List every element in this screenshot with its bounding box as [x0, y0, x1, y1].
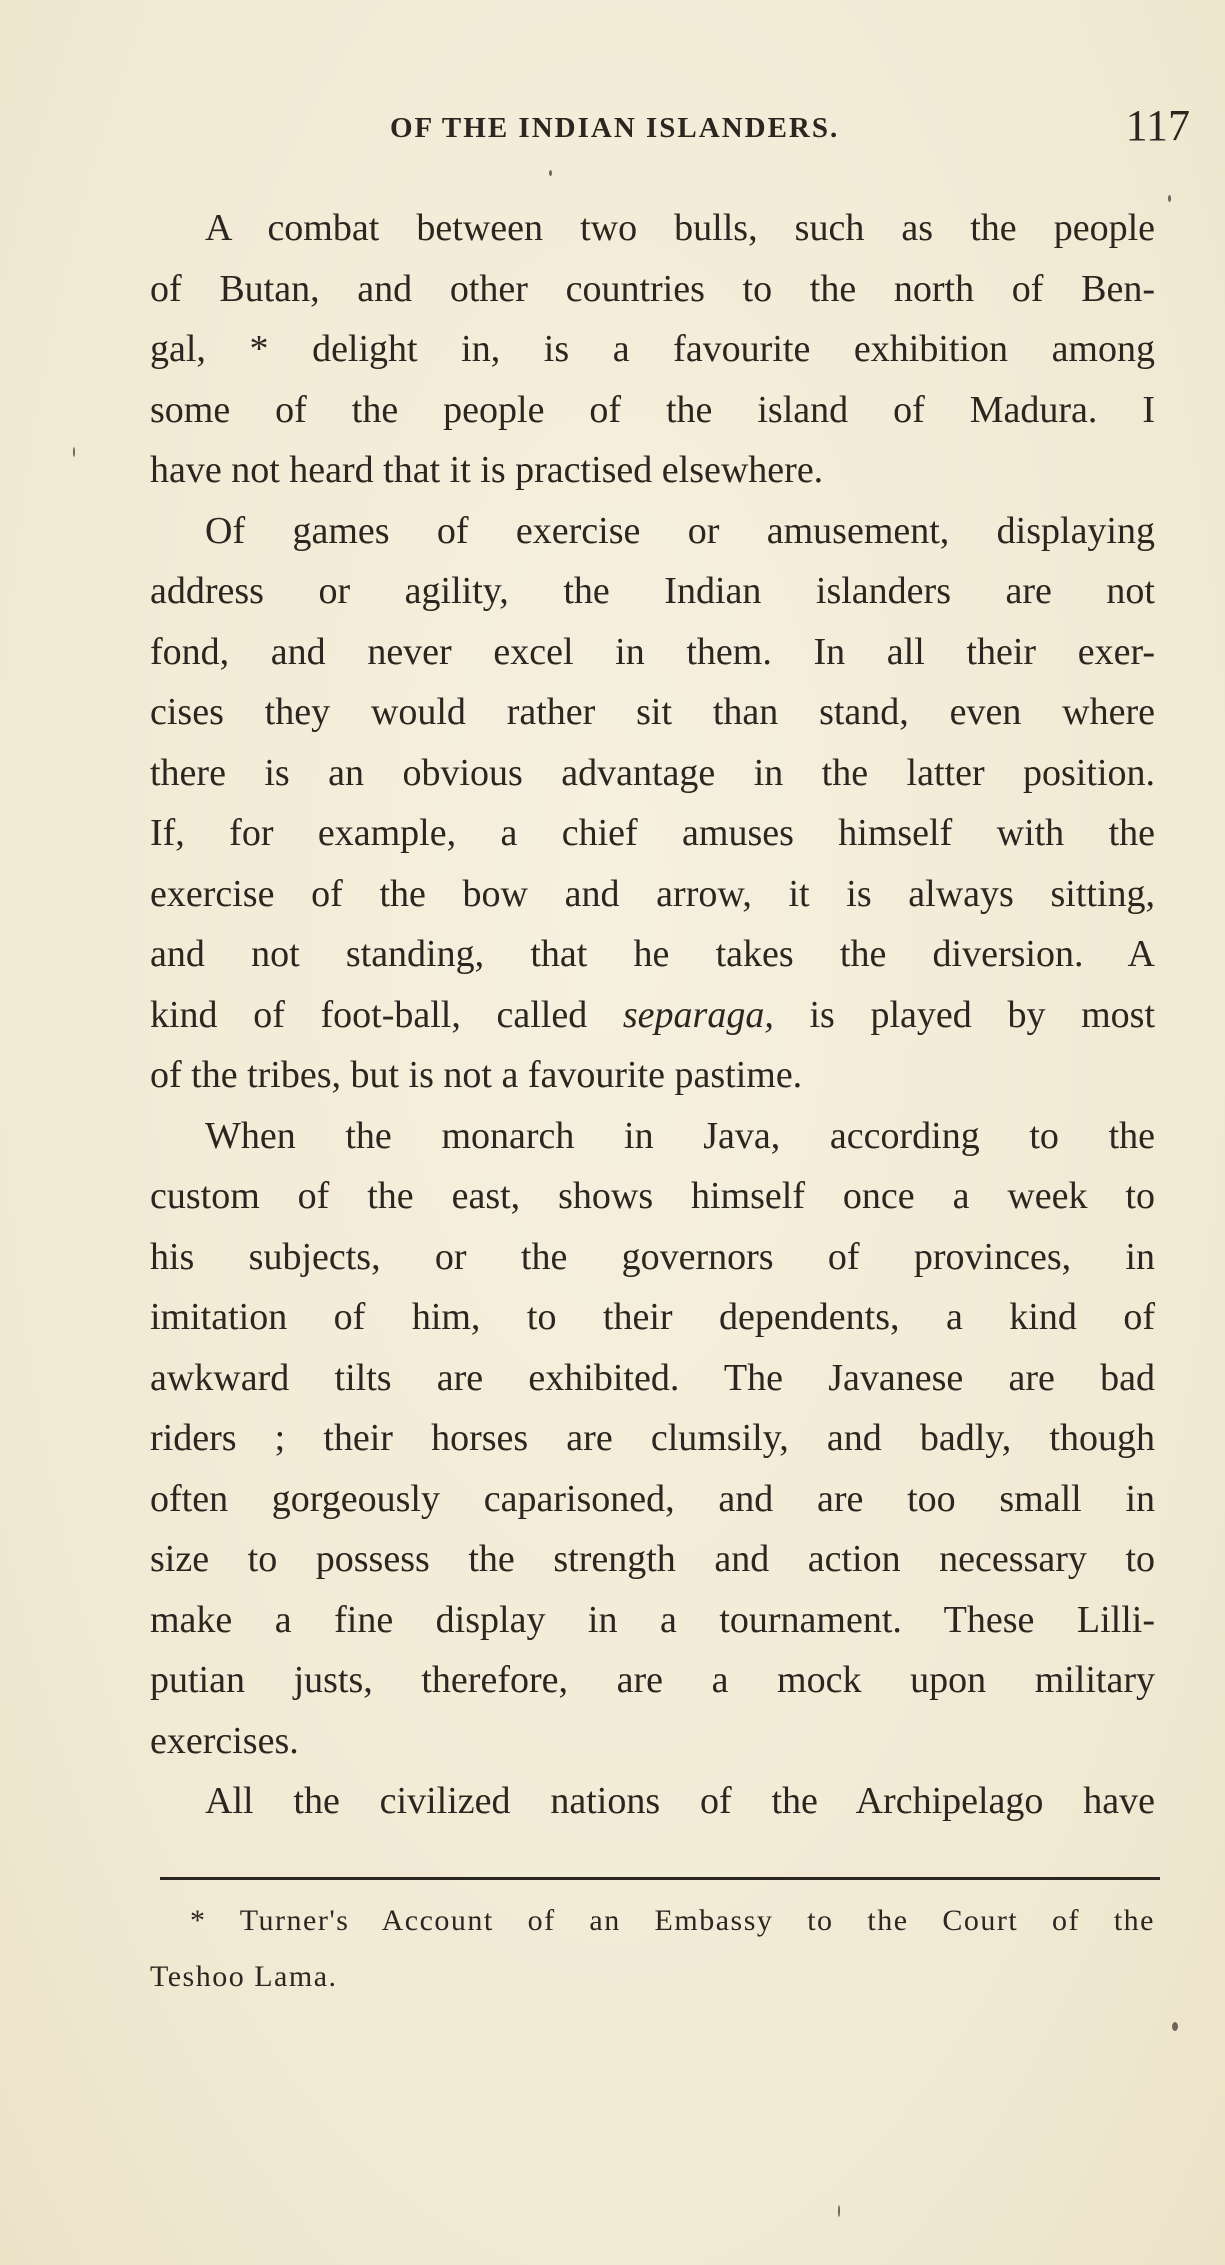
italic-term: separaga, — [622, 993, 774, 1036]
text-line — [150, 985, 1155, 1046]
text-line: make a fine display in a tournament. These Lilli- — [150, 1598, 1155, 1641]
text-line: If, for example, a chief amuses himself with the — [150, 812, 1155, 854]
text-line: gal, * delight in, is a favourite exhibition among — [150, 328, 1155, 370]
ink-speck — [1172, 2022, 1178, 2031]
text-line: size to possess the strength and action necessary to — [150, 1538, 1155, 1580]
text-line: of the tribes, but is not a favourite pastime. — [150, 1054, 803, 1096]
text-line: All the civilized nations of the Archipelago have — [205, 1780, 1155, 1822]
footnote-line: Teshoo Lama. — [150, 1960, 338, 1993]
running-title: OF THE INDIAN ISLANDERS. — [390, 112, 840, 144]
text-line: A combat between two bulls, such as the people — [205, 207, 1155, 249]
text-line: exercises. — [150, 1719, 299, 1762]
footnote — [150, 1893, 1155, 2005]
text-line: have not heard that it is practised elsewhere. — [150, 449, 824, 491]
body-text — [150, 198, 1155, 1832]
text-line: of Butan, and other countries to the north of Ben- — [150, 267, 1155, 310]
text-line: and not standing, that he takes the diversion. A — [150, 933, 1155, 975]
text-line: often gorgeously caparisoned, and are too small in — [150, 1477, 1155, 1520]
ink-speck — [838, 2205, 840, 2217]
text-line: there is an obvious advantage in the latter position. — [150, 751, 1155, 794]
text-line: putian justs, therefore, are a mock upon military — [150, 1659, 1155, 1701]
footnote-line: * Turner's Account of an Embassy to the Court of the — [190, 1904, 1155, 1937]
text-line: riders ; their horses are clumsily, and badly, though — [150, 1417, 1155, 1459]
text-line: When the monarch in Java, according to the — [205, 1114, 1155, 1157]
ink-speck — [549, 170, 552, 176]
text-line: cises they would rather sit than stand, even where — [150, 691, 1155, 733]
page-number: 117 — [1125, 101, 1190, 150]
text-segment: is played by most — [809, 993, 1155, 1036]
text-line: exercise of the bow and arrow, it is always sitting, — [150, 872, 1155, 915]
ink-speck — [1168, 195, 1171, 202]
text-line: awkward tilts are exhibited. The Javanese are bad — [150, 1356, 1155, 1399]
text-line: some of the people of the island of Madura. I — [150, 388, 1155, 431]
text-line: imitation of him, to their dependents, a kind of — [150, 1296, 1155, 1338]
text-line: Of games of exercise or amusement, displaying — [205, 509, 1155, 552]
text-line: address or agility, the Indian islanders are not — [150, 570, 1155, 612]
text-line: custom of the east, shows himself once a week to — [150, 1175, 1155, 1217]
footnote-rule — [160, 1877, 1160, 1880]
running-head — [150, 100, 1190, 160]
ink-speck — [73, 447, 75, 457]
text-line: his subjects, or the governors of provinces, in — [150, 1235, 1155, 1278]
text-segment: kind of foot-ball, called — [150, 993, 588, 1036]
text-line: fond, and never excel in them. In all their exer- — [150, 630, 1155, 673]
